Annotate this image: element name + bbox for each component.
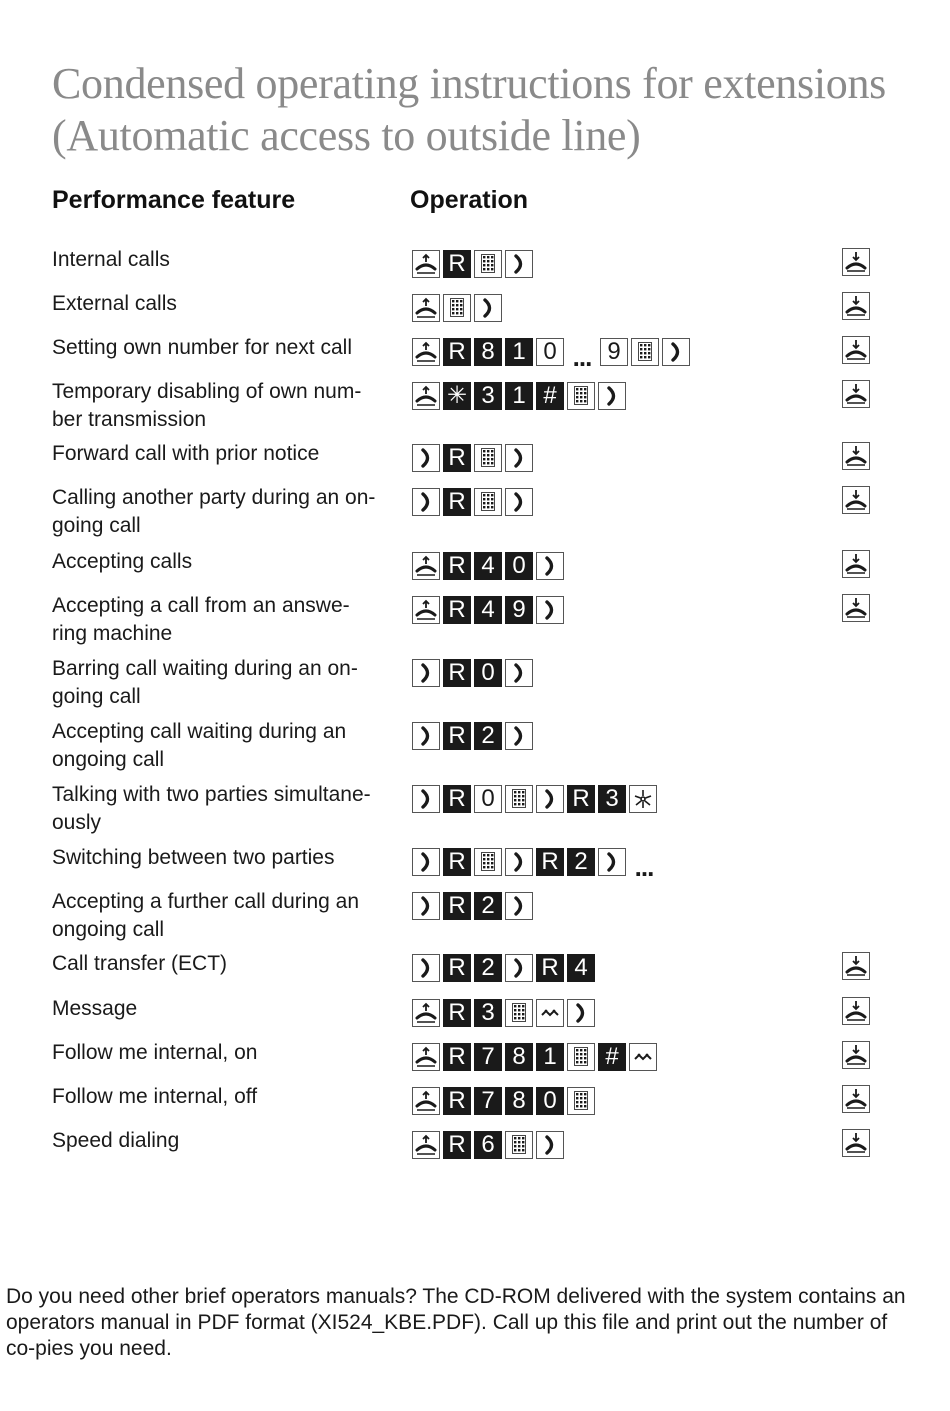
key-4: 4 (474, 596, 502, 624)
talk-icon (505, 250, 533, 278)
talk-icon (536, 1131, 564, 1159)
keypad-icon (474, 488, 502, 516)
key-3: 3 (474, 999, 502, 1027)
key-r: R (443, 250, 471, 278)
ellipsis: ... (572, 342, 592, 372)
keypad-icon (505, 1131, 533, 1159)
talk-icon (505, 954, 533, 982)
talk-icon (536, 785, 564, 813)
feature-label: Internal calls (52, 248, 170, 271)
key-3: 3 (474, 382, 502, 410)
operation-sequence (412, 336, 690, 372)
key-r: R (443, 848, 471, 876)
operation-sequence (412, 1041, 657, 1071)
talk-icon (474, 294, 502, 322)
talk-icon (412, 444, 440, 472)
talk-icon (412, 848, 440, 876)
column-header-operation: Operation (410, 186, 529, 214)
keypad-icon (567, 382, 595, 410)
page-title (52, 58, 932, 162)
talk-icon (505, 722, 533, 750)
talk-icon (536, 552, 564, 580)
lift-handset-icon (412, 382, 440, 410)
feature-label: Message (52, 997, 138, 1020)
column-header-feature: Performance feature (52, 186, 296, 214)
feature-label: Accepting a call from an answe- ring machine (52, 594, 350, 645)
talk-icon (412, 785, 440, 813)
key-r: R (443, 338, 471, 366)
feature-label: Talking with two parties simultane- ously (52, 783, 371, 834)
feature-label: External calls (52, 292, 177, 315)
talk-icon (505, 659, 533, 687)
replace-handset-icon (842, 336, 870, 364)
keypad-icon (567, 1087, 595, 1115)
key-r: R (443, 1043, 471, 1071)
replace-handset-icon (842, 952, 870, 980)
operation-sequence (412, 890, 533, 920)
operation-sequence (412, 442, 533, 472)
key-r: R (443, 999, 471, 1027)
operation-sequence (412, 594, 564, 624)
key-8: 8 (505, 1087, 533, 1115)
key-0: 0 (536, 338, 564, 366)
key-0: 0 (505, 552, 533, 580)
key-4: 4 (474, 552, 502, 580)
lift-handset-icon (412, 294, 440, 322)
talk-icon (412, 954, 440, 982)
operation-sequence (412, 486, 533, 516)
replace-handset-icon (842, 486, 870, 514)
key-7: 7 (474, 1043, 502, 1071)
talk-icon (412, 892, 440, 920)
key-r: R (443, 1087, 471, 1115)
operation-sequence (412, 952, 595, 982)
key-8: 8 (505, 1043, 533, 1071)
operation-sequence (412, 248, 533, 278)
keypad-icon (567, 1043, 595, 1071)
replace-handset-icon (842, 1129, 870, 1157)
key-1: 1 (536, 1043, 564, 1071)
key-r: R (536, 954, 564, 982)
lift-handset-icon (412, 250, 440, 278)
operation-sequence (412, 1085, 595, 1115)
feature-label: Accepting call waiting during an ongoing call (52, 720, 347, 771)
feature-label: Forward call with prior notice (52, 442, 320, 465)
replace-handset-icon (842, 1041, 870, 1069)
key-r: R (443, 785, 471, 813)
replace-handset-icon (842, 997, 870, 1025)
message-icon (536, 999, 564, 1027)
feature-label: Barring call waiting during an on- going call (52, 657, 358, 708)
key-2: 2 (474, 722, 502, 750)
talk-icon (412, 488, 440, 516)
key-4: 4 (567, 954, 595, 982)
ellipsis: ... (634, 852, 654, 882)
talk-icon (536, 596, 564, 624)
key-hash: # (598, 1043, 626, 1071)
feature-label: Switching between two parties (52, 846, 335, 869)
talk-icon (598, 848, 626, 876)
feature-label: Speed dialing (52, 1129, 180, 1152)
talk-icon (567, 999, 595, 1027)
key-8: 8 (474, 338, 502, 366)
keypad-icon (631, 338, 659, 366)
talk-icon (505, 444, 533, 472)
replace-handset-icon (842, 248, 870, 276)
operation-sequence (412, 550, 564, 580)
feature-label: Accepting calls (52, 550, 193, 573)
key-2: 2 (474, 892, 502, 920)
key-9: 9 (505, 596, 533, 624)
operation-sequence (412, 783, 657, 813)
key-r: R (443, 722, 471, 750)
replace-handset-icon (842, 442, 870, 470)
key-3: 3 (598, 785, 626, 813)
key-0: 0 (474, 785, 502, 813)
key-r: R (443, 659, 471, 687)
operation-sequence (412, 846, 659, 882)
feature-label: Call transfer (ECT) (52, 952, 228, 975)
key-r: R (443, 1131, 471, 1159)
feature-label: Calling another party during an on- going call (52, 486, 376, 537)
lift-handset-icon (412, 1131, 440, 1159)
talk-icon (505, 848, 533, 876)
operation-sequence (412, 720, 533, 750)
key-6: 6 (474, 1131, 502, 1159)
keypad-icon (443, 294, 471, 322)
key-r: R (443, 954, 471, 982)
keypad-icon (505, 999, 533, 1027)
talk-icon (412, 722, 440, 750)
replace-handset-icon (842, 1085, 870, 1113)
keypad-icon (505, 785, 533, 813)
key-r: R (443, 444, 471, 472)
replace-handset-icon (842, 594, 870, 622)
key-0: 0 (536, 1087, 564, 1115)
keypad-icon (474, 444, 502, 472)
title-line-1: Condensed operating instructions for extensions (52, 59, 886, 108)
feature-label: Accepting a further call during an ongoing call (52, 890, 360, 941)
key-2: 2 (474, 954, 502, 982)
key-7: 7 (474, 1087, 502, 1115)
talk-icon (505, 892, 533, 920)
key-r: R (443, 552, 471, 580)
key-9: 9 (600, 338, 628, 366)
operation-sequence (412, 997, 595, 1027)
lift-handset-icon (412, 1087, 440, 1115)
key-r: R (443, 488, 471, 516)
feature-label: Follow me internal, off (52, 1085, 258, 1108)
keypad-icon (474, 848, 502, 876)
message-icon (629, 1043, 657, 1071)
key-star: ✳ (443, 382, 471, 410)
talk-icon (662, 338, 690, 366)
replace-handset-icon (842, 550, 870, 578)
footer-note: Do you need other brief operators manuals? The CD-ROM delivered with the system contains an operators manual in PDF format (XI524_KBE.PDF). Call up this file and print out the number of co-pies you need. (6, 1285, 906, 1360)
conference-icon (629, 785, 657, 813)
title-line-2: (Automatic access to outside line) (52, 111, 641, 160)
key-0: 0 (474, 659, 502, 687)
key-1: 1 (505, 382, 533, 410)
lift-handset-icon (412, 552, 440, 580)
key-1: 1 (505, 338, 533, 366)
replace-handset-icon (842, 292, 870, 320)
operation-sequence (412, 380, 626, 410)
lift-handset-icon (412, 596, 440, 624)
key-r: R (443, 892, 471, 920)
feature-label: Temporary disabling of own num- ber transmission (52, 380, 362, 431)
key-r: R (443, 596, 471, 624)
operation-sequence (412, 1129, 564, 1159)
talk-icon (505, 488, 533, 516)
talk-icon (412, 659, 440, 687)
lift-handset-icon (412, 1043, 440, 1071)
key-hash: # (536, 382, 564, 410)
feature-label: Follow me internal, on (52, 1041, 258, 1064)
lift-handset-icon (412, 338, 440, 366)
feature-label: Setting own number for next call (52, 336, 352, 359)
talk-icon (598, 382, 626, 410)
key-2: 2 (567, 848, 595, 876)
operation-sequence (412, 292, 502, 322)
key-r: R (567, 785, 595, 813)
lift-handset-icon (412, 999, 440, 1027)
keypad-icon (474, 250, 502, 278)
operation-sequence (412, 657, 533, 687)
replace-handset-icon (842, 380, 870, 408)
key-r: R (536, 848, 564, 876)
